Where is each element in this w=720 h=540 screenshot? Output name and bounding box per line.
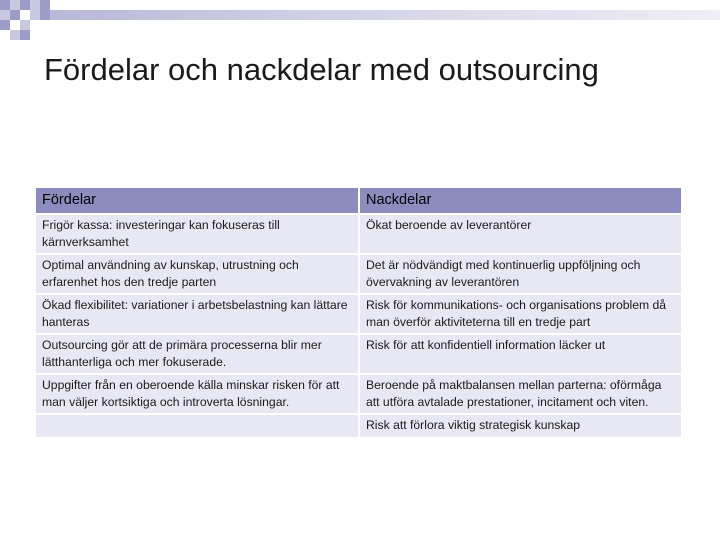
deco-square — [20, 30, 30, 40]
deco-square — [20, 20, 30, 30]
table-row — [35, 414, 682, 438]
pros-cell-empty — [35, 414, 359, 438]
table-row — [35, 294, 682, 334]
deco-square — [0, 0, 10, 10]
table-row — [35, 334, 682, 374]
deco-square — [30, 10, 40, 20]
title-accent-bar — [50, 10, 720, 20]
table-header-row — [35, 187, 682, 214]
header-pros: Fördelar — [35, 187, 359, 214]
pros-cell: Frigör kassa: investeringar kan fokuseras till kärnverksamhet — [35, 214, 359, 254]
deco-square — [0, 20, 10, 30]
pros-cell: Uppgifter från en oberoende källa minskar risken för att man väljer kortsiktiga och introverta lösningar. — [35, 374, 359, 414]
slide-title: Fördelar och nackdelar med outsourcing — [44, 52, 599, 87]
cons-cell: Risk för att konfidentiell information läcker ut — [359, 334, 682, 374]
deco-square — [10, 0, 20, 10]
deco-square — [0, 10, 10, 20]
pros-cell: Ökad flexibilitet: variationer i arbetsbelastning kan lättare hanteras — [35, 294, 359, 334]
header-cons: Nackdelar — [359, 187, 682, 214]
cons-cell: Risk för kommunikations- och organisations problem då man överför aktiviteterna till en tredje part — [359, 294, 682, 334]
table-row — [35, 374, 682, 414]
deco-square — [10, 30, 20, 40]
pros-cell: Optimal användning av kunskap, utrustning och erfarenhet hos den tredje parten — [35, 254, 359, 294]
cons-cell: Ökat beroende av leverantörer — [359, 214, 682, 254]
table-row — [35, 214, 682, 254]
deco-square — [40, 10, 50, 20]
deco-square — [10, 10, 20, 20]
table-row — [35, 254, 682, 294]
pros-cell: Outsourcing gör att de primära processerna blir mer lätthanterliga och mer fokuserade. — [35, 334, 359, 374]
cons-cell: Beroende på maktbalansen mellan parterna: oförmåga att utföra avtalade prestationer, incitament och viten. — [359, 374, 682, 414]
cons-cell: Risk att förlora viktig strategisk kunskap — [359, 414, 682, 438]
pros-cons-table — [34, 186, 683, 439]
cons-cell: Det är nödvändigt med kontinuerlig uppföljning och övervakning av leverantören — [359, 254, 682, 294]
deco-square — [40, 0, 50, 10]
deco-square — [20, 0, 30, 10]
deco-square — [30, 0, 40, 10]
